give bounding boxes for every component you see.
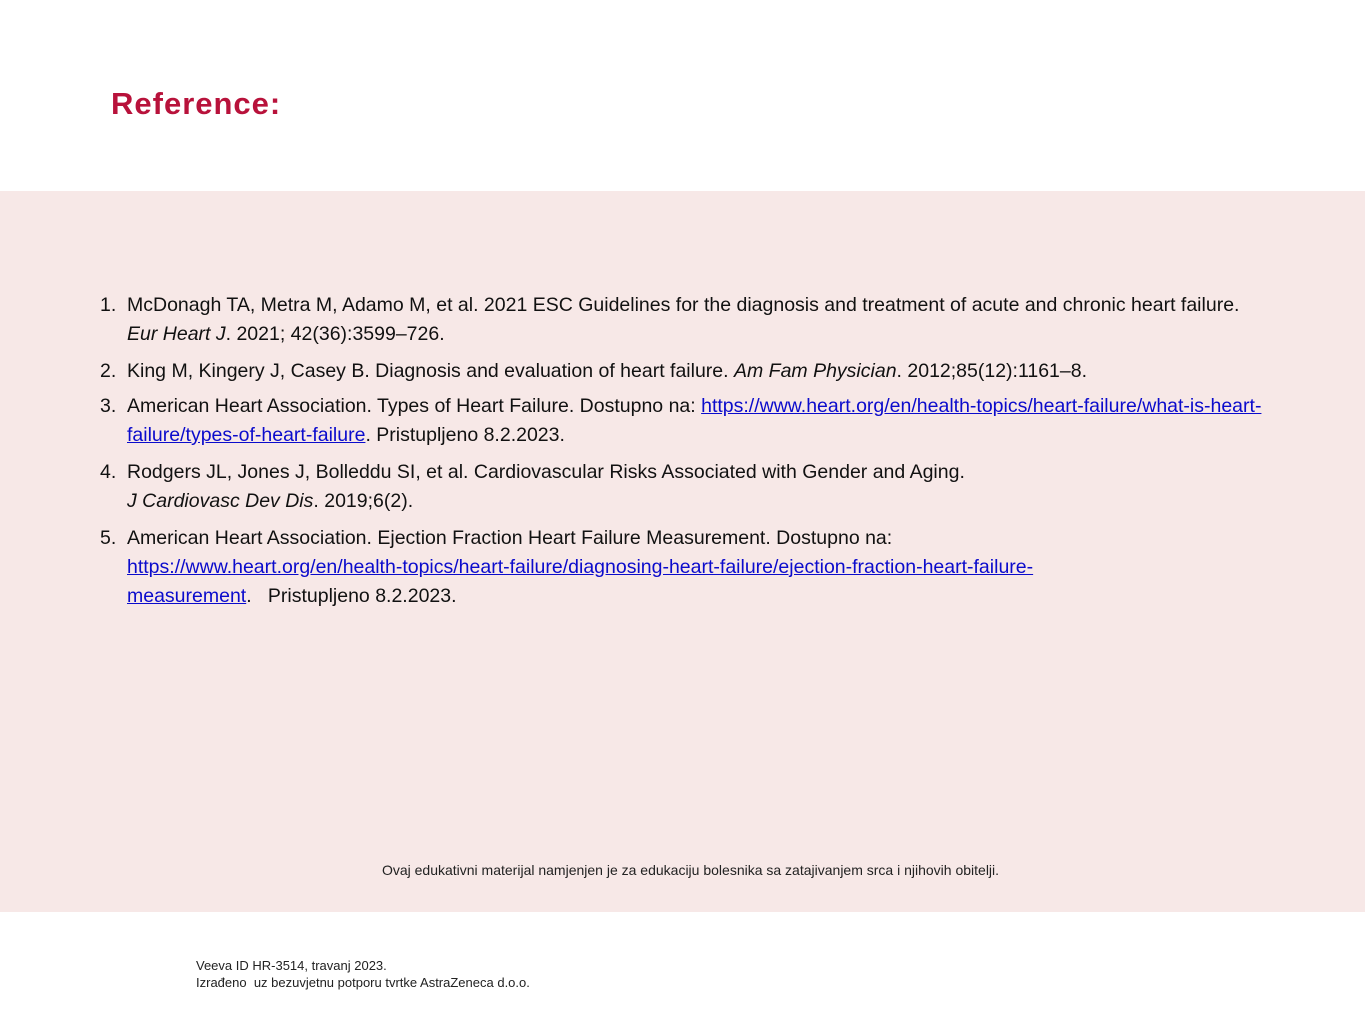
reference-item-5 [100,524,1270,611]
footer-sponsor: Izrađeno uz bezuvjetnu potporu tvrtke AstraZeneca d.o.o. [196,975,530,990]
disclaimer-text: Ovaj edukativni materijal namjenjen je za edukaciju bolesnika sa zatajivanjem srca i njihovih obitelji. [381,862,1000,878]
footer [196,957,530,991]
reference-item-3 [100,392,1270,450]
reference-tail: . Pristupljeno 8.2.2023. [365,424,565,446]
reference-tail: . 2012;85(12):1161–8. [896,360,1088,382]
reference-number: 2. [100,360,117,382]
reference-number: 3. [100,395,117,417]
reference-link[interactable]: https://www.heart.org/en/health-topics/heart-failure/what-is-heart-failure/types-of-heart-failure [127,395,1262,446]
reference-text: American Heart Association. Types of Heart Failure. Dostupno na: [127,395,696,417]
reference-journal: Am Fam Physician [734,360,897,382]
reference-text: American Heart Association. Ejection Fraction Heart Failure Measurement. Dostupno na: [127,527,893,549]
reference-item-2 [100,357,1270,386]
reference-text: McDonagh TA, Metra M, Adamo M, et al. 2021 ESC Guidelines for the diagnosis and treatment of acute and chronic heart failure. [127,294,1240,316]
reference-journal: Eur Heart J [127,323,226,345]
page-title: Reference: [111,86,282,121]
reference-text: King M, Kingery J, Casey B. Diagnosis and evaluation of heart failure. [127,360,729,382]
reference-tail: . Pristupljeno 8.2.2023. [246,585,457,607]
reference-list [100,291,1270,619]
reference-number: 1. [100,294,117,316]
reference-text: Rodgers JL, Jones J, Bolleddu SI, et al. Cardiovascular Risks Associated with Gender and Aging. [127,461,965,483]
reference-item-1 [100,291,1270,349]
footer-veeva-id: Veeva ID HR-3514, travanj 2023. [196,958,387,973]
reference-number: 5. [100,527,117,549]
reference-tail: . 2021; 42(36):3599–726. [225,323,445,345]
reference-journal: J Cardiovasc Dev Dis [127,490,314,512]
reference-number: 4. [100,461,117,483]
reference-item-4 [100,458,1270,516]
reference-tail: . 2019;6(2). [313,490,414,512]
references-panel [0,191,1365,912]
reference-link[interactable]: https://www.heart.org/en/health-topics/heart-failure/diagnosing-heart-failure/ejection-fraction-heart-failure-measurement [127,556,1034,607]
